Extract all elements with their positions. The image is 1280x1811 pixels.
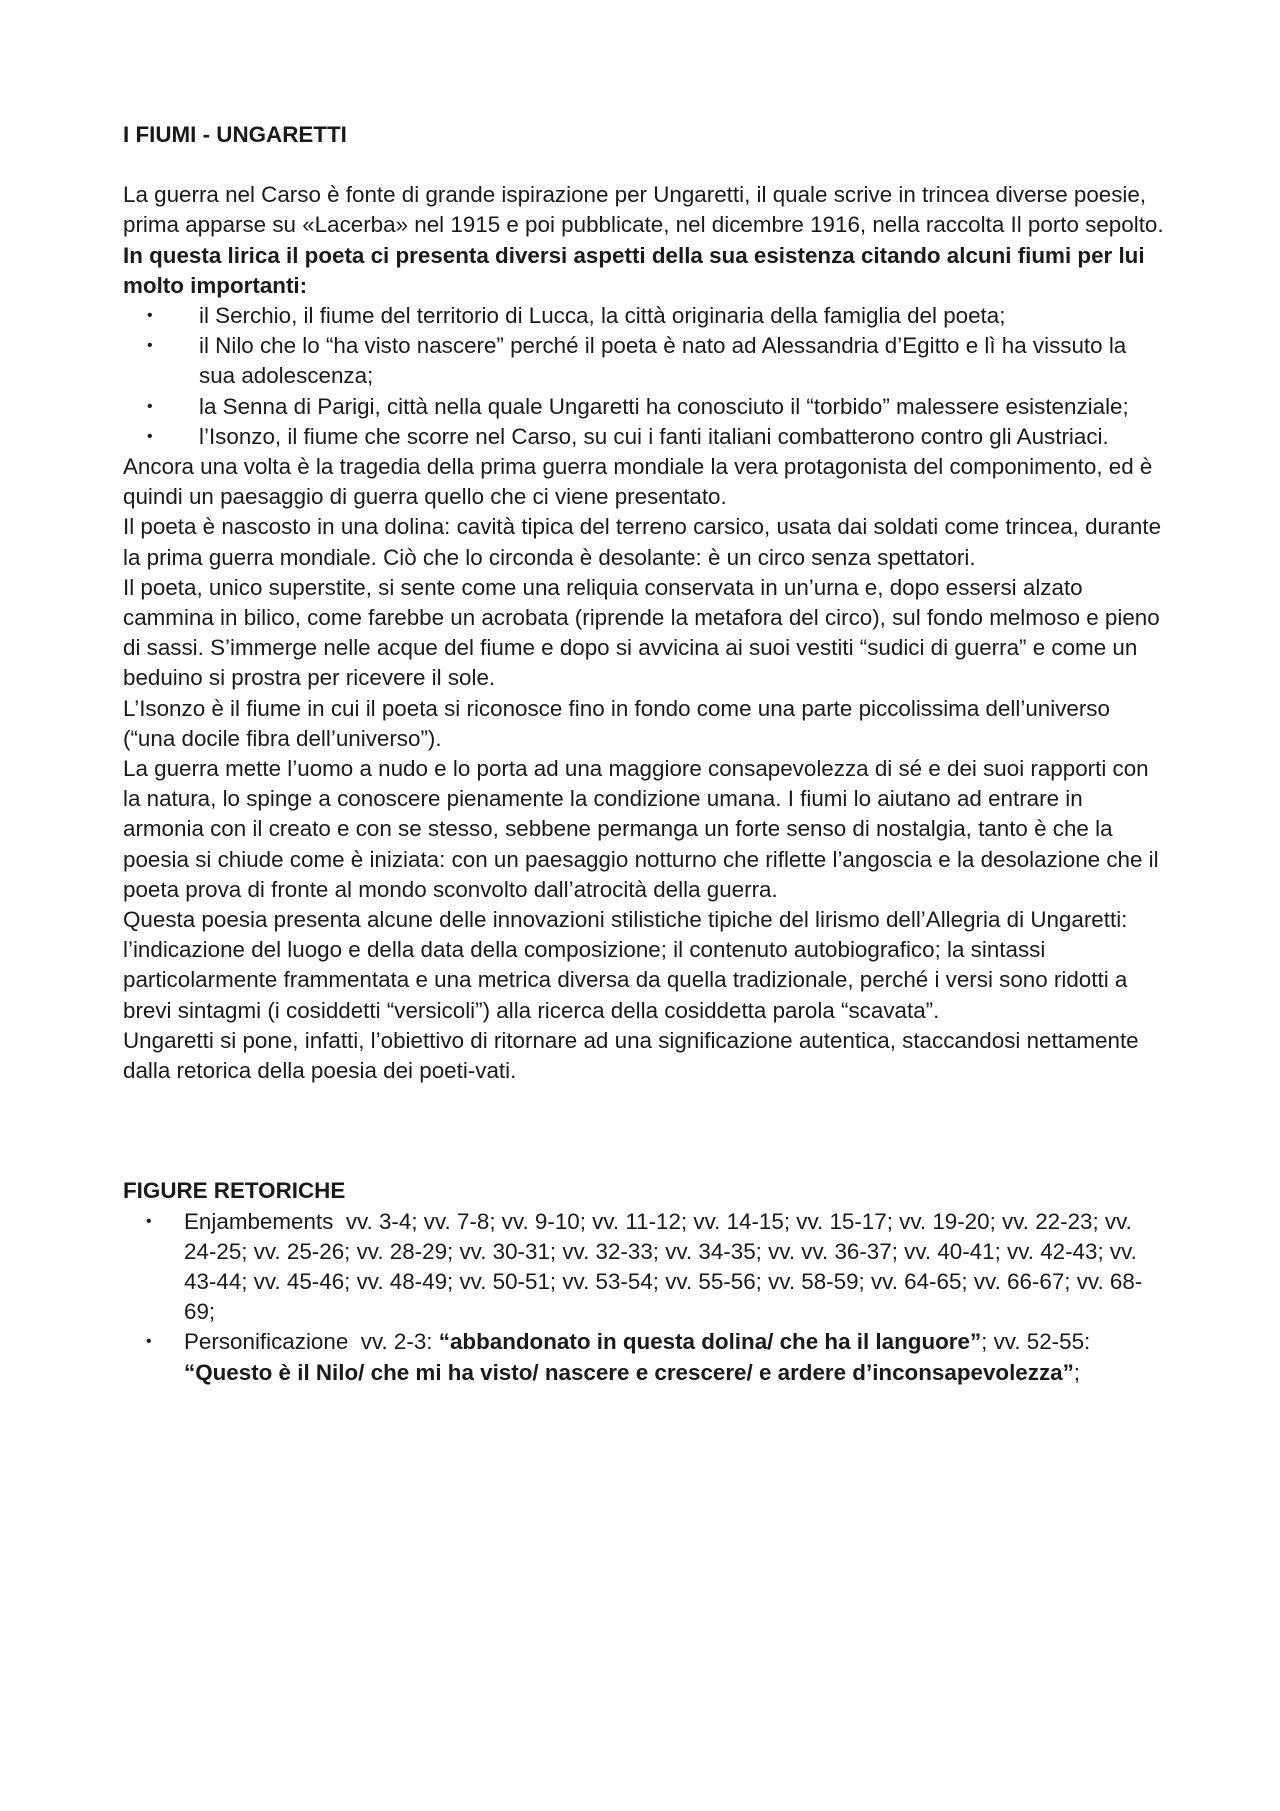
list-item xyxy=(123,331,1165,391)
body-paragraph: Ancora una volta è la tragedia della prima guerra mondiale la vera protagonista del componimento, ed è quindi un paesaggio di guerra quello che ci viene presentato. xyxy=(123,454,1153,510)
list-item-text: il Serchio, il fiume del territorio di Lucca, la città originaria della famiglia del poeta; xyxy=(199,303,1006,329)
list-item-text: l’Isonzo, il fiume che scorre nel Carso, su cui i fanti italiani combatterono contro gli Austriaci. xyxy=(199,423,1109,449)
personificazione-end: ; xyxy=(1073,1359,1081,1385)
section-spacer xyxy=(123,1086,1165,1176)
rivers-list xyxy=(123,301,1165,452)
list-item xyxy=(123,1207,1165,1328)
body-paragraph: L’Isonzo è il fiume in cui il poeta si riconosce fino in fondo come una parte piccolissima dell’universo (“una docile fibra dell’universo”). xyxy=(123,695,1110,751)
intro-paragraph: La guerra nel Carso è fonte di grande ispirazione per Ungaretti, il quale scrive in trincea diverse poesie, prima apparse su «Lacerba» nel 1915 e poi pubblicate, nel dicembre 1916, nella raccolta Il porto sepolto. xyxy=(123,182,1164,238)
bullet-icon: • xyxy=(147,337,153,355)
body-paragraph: Il poeta è nascosto in una dolina: cavità tipica del terreno carsico, usata dai soldati come trincea, durante la prima guerra mondiale. Ciò che lo circonda è desolante: è un circo senza spettatori. xyxy=(123,514,1162,570)
list-item xyxy=(123,392,1165,422)
personificazione-label: Personificazione xyxy=(184,1329,349,1355)
bullet-icon: • xyxy=(146,1212,152,1230)
body-paragraph: La guerra mette l’uomo a nudo e lo porta ad una maggiore consapevolezza di sé e dei suoi rapporti con la natura, lo spinge a conoscere pienamente la condizione umana. I fiumi lo aiutano ad entrare in armonia con il creato e con se stesso, sebbene permanga un forte senso di nostalgia, tanto è che la poesia si chiude come è iniziata: con un paesaggio notturno che riflette l’angoscia e la desolazione che il poeta prova di fronte al mondo sconvolto dall’atrocità della guerra. xyxy=(123,756,1159,902)
personificazione-separator: ; vv. 52-55: xyxy=(981,1329,1091,1355)
enjambements-text: vv. 3-4; vv. 7-8; vv. 9-10; vv. 11-12; vv. 14-15; vv. 15-17; vv. 19-20; vv. 22-23; vv. 24-25; vv. 25-26; vv. 28-29; vv. 30-31; vv. 32-33; vv. 34-35; vv. vv. 36-37; vv. 40-41; vv. 42-43; vv. 43-44; vv. 45-46; vv. 48-49; vv. 50-51; vv. 53-54; vv. 55-56; vv. 58-59; vv. 64-65; vv. 66-67; vv. 68-69; xyxy=(184,1208,1143,1325)
figures-list xyxy=(123,1207,1165,1388)
bullet-icon: • xyxy=(146,1333,152,1351)
list-item-text: la Senna di Parigi, città nella quale Ungaretti ha conosciuto il “torbido” malessere esistenziale; xyxy=(199,393,1129,419)
bullet-icon: • xyxy=(147,397,153,415)
body-paragraph: Il poeta, unico superstite, si sente come una reliquia conservata in un’urna e, dopo essersi alzato cammina in bilico, come farebbe un acrobata (riprende la metafora del circo), sul fondo melmoso e pieno di sassi. S’immerge nelle acque del fiume e dopo si avvicina ai suoi vestiti “sudici di guerra” e come un beduino si prostra per ricevere il sole. xyxy=(123,574,1160,691)
bullet-icon: • xyxy=(147,307,153,325)
body-paragraph: Ungaretti si pone, infatti, l’obiettivo di ritornare ad una significazione autentica, staccandosi nettamente dalla retorica della poesia dei poeti-vati. xyxy=(123,1027,1139,1084)
list-item xyxy=(123,422,1165,452)
document-title: I FIUMI - UNGARETTI xyxy=(123,122,347,147)
list-item xyxy=(123,1327,1165,1387)
personificazione-quote: “abbandonato in questa dolina/ che ha il languore” xyxy=(438,1329,982,1355)
personificazione-ref: vv. 2-3: xyxy=(360,1329,433,1355)
rivers-lead: In questa lirica il poeta ci presenta diversi aspetti della sua esistenza citando alcuni fiumi per lui molto importanti: xyxy=(123,242,1145,298)
bullet-icon: • xyxy=(147,427,153,445)
figures-title: FIGURE RETORICHE xyxy=(123,1178,346,1204)
list-item xyxy=(123,301,1165,331)
body-paragraph: Questa poesia presenta alcune delle innovazioni stilistiche tipiche del lirismo dell’Allegria di Ungaretti: l’indicazione del luogo e della data della composizione; il contenuto autobiografico; la sintassi particolarmente frammentata e una metrica diversa da quella tradizionale, perché i versi sono ridotti a brevi sintagmi (i cosiddetti “versicoli”) alla ricerca della cosiddetta parola “scavata”. xyxy=(123,907,1128,1023)
personificazione-quote: “Questo è il Nilo/ che mi ha visto/ nascere e crescere/ e ardere d’inconsapevolezza” xyxy=(184,1359,1074,1385)
enjambements-label: Enjambements xyxy=(184,1208,334,1234)
list-item-text: il Nilo che lo “ha visto nascere” perché il poeta è nato ad Alessandria d’Egitto e lì ha vissuto la sua adolescenza; xyxy=(199,333,1127,389)
